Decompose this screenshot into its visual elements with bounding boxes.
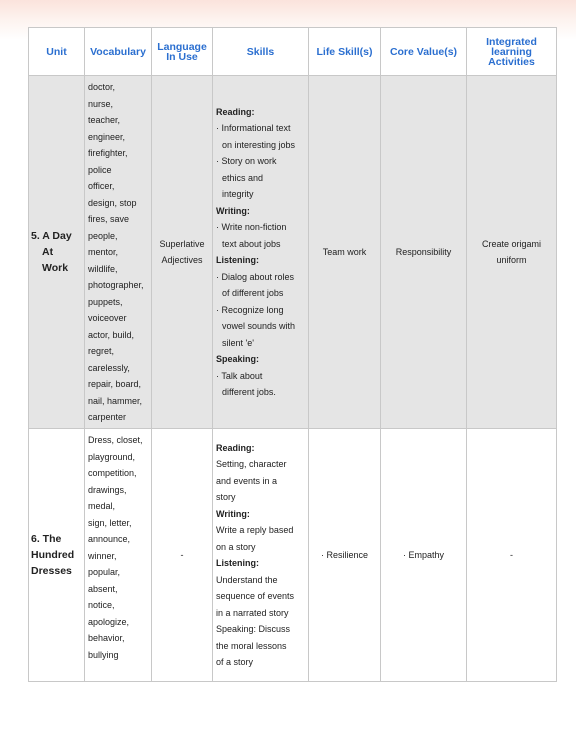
cell-line: wildlife, [88,263,118,274]
language-cell [152,429,213,682]
skill-line: on a story [216,541,256,552]
skill-section-heading: Speaking: [216,354,260,364]
skill-section-heading: Writing: [216,205,250,216]
cell-line: carelessly, [88,362,130,373]
unit-title: At Work [42,246,69,274]
skill-section-heading: Writing: [216,508,250,519]
cell-line: officer, [88,181,115,191]
skill-line: of different jobs [222,288,284,298]
cell-line: - [510,549,513,560]
skill-line: ethics and [222,172,264,183]
cell-line: announce, [88,534,131,544]
cell-line: bullying [88,649,119,660]
cell-line: firefighter, [88,148,128,158]
cell-line: apologize, [88,616,130,627]
skill-line: · Dialog about roles [216,271,295,282]
curriculum-table-container [28,27,556,682]
cell-line: Adjectives [161,255,203,265]
cell-line: behavior, [88,633,125,643]
skill-line: different jobs. [222,387,276,397]
skill-line: in a narrated story [216,607,289,618]
cell-line: popular, [88,567,121,577]
cell-line: people, [88,230,118,241]
cell-line: photographer, [88,280,144,290]
cell-line: doctor, [88,82,116,92]
header-skills: Skills [213,28,309,76]
skills-cell [213,429,309,682]
cell-line: regret, [88,346,115,356]
header-unit: Unit [29,28,85,76]
skill-line: text about jobs [222,238,281,249]
header-core-values: Core Value(s) [381,28,467,76]
cell-line: - [180,549,184,560]
cell-line: notice, [88,600,115,610]
curriculum-table [28,27,557,682]
core-value-cell: · Empathy [381,429,467,682]
cell-line: Superlative [159,238,205,249]
cell-line: nail, hammer, [88,395,143,406]
cell-line: drawings, [88,484,127,495]
unit-cell [29,76,85,429]
language-cell [152,76,213,429]
cell-line: nurse, [88,98,114,109]
skill-line: of a story [216,657,254,667]
cell-line: Hundred [31,549,75,561]
cell-line: playground, [88,451,136,462]
unit-number: 5. A Day [31,230,72,242]
cell-line: mentor, [88,247,119,257]
cell-line: sign, letter, [88,517,132,528]
cell-line: 6. The [31,533,62,545]
skill-line: sequence of events [216,591,295,601]
cell-line: Dresses [31,565,72,577]
header-language-in-use: Language In Use [152,28,213,76]
cell-line: actor, build, [88,329,135,340]
header-row [29,28,557,76]
skill-line: · Story on work [216,156,277,166]
cell-line: competition, [88,468,137,478]
skill-line: · Write non-fiction [216,222,287,232]
skill-line: the moral lessons [216,640,287,651]
cell-line: voiceover [88,313,127,323]
skill-line: Write a reply based [216,525,294,535]
header-vocabulary: Vocabulary [85,28,152,76]
header-integrated-activities: Integrated learning Activities [467,28,557,76]
cell-line: uniform [496,255,527,265]
cell-line: carpenter [88,412,127,422]
cell-line: police [88,164,112,175]
skills-cell [213,76,309,429]
cell-line: absent, [88,583,118,594]
cell-line: winner, [88,550,117,561]
header-life-skills: Life Skill(s) [309,28,381,76]
skill-line: on interesting jobs [222,139,296,150]
skill-line: Setting, character [216,459,287,469]
skill-line: and events in a [216,475,278,486]
cell-line: repair, board, [88,379,142,389]
life-skill-cell: Team work [309,76,381,429]
cell-line: fires, save [88,214,130,224]
life-skill-cell: · Resilience [309,429,381,682]
skill-line: · Recognize long [216,304,284,315]
skill-line: · Informational text [216,123,291,133]
cell-line: Dress, closet, [88,435,143,445]
unit-cell [29,429,85,682]
activities-cell [467,429,557,682]
cell-line: Create origami [481,238,542,249]
cell-line: design, stop [88,197,137,208]
skill-line: Understand the [216,574,278,585]
skill-section-heading: Listening: [216,558,259,568]
skill-line: integrity [222,189,254,199]
skill-line: silent 'e' [222,337,254,348]
core-value-cell: Responsibility [381,76,467,429]
skill-line: Speaking: Discuss [216,624,291,634]
skill-section-heading: Reading: [216,442,255,453]
cell-line: engineer, [88,131,126,142]
vocabulary-cell [85,429,152,682]
skill-section-heading: Listening: [216,255,259,265]
cell-line: puppets, [88,296,123,307]
table-row [29,76,557,429]
cell-line: medal, [88,501,116,511]
cell-line: teacher, [88,115,121,125]
table-row [29,429,557,682]
skill-line: vowel sounds with [222,321,296,331]
activities-cell [467,76,557,429]
vocabulary-cell [85,76,152,429]
skill-section-heading: Reading: [216,106,255,117]
skill-line: story [216,492,236,502]
skill-line: · Talk about [216,370,263,381]
